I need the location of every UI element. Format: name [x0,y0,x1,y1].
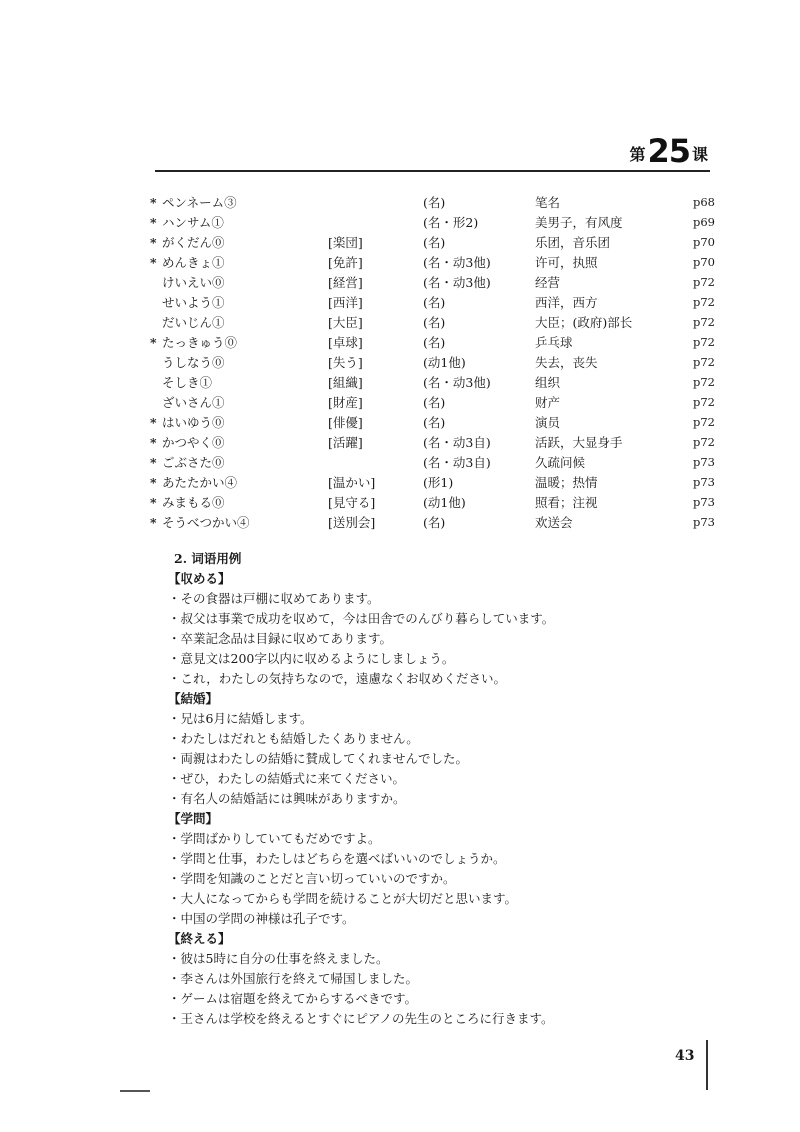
vocab-kanji: [温かい] [328,475,376,490]
vocab-page: p72 [693,275,715,289]
vocab-word: はいゆう⓪ [162,415,225,430]
vocab-row [150,412,715,432]
vocab-mark: * [150,434,157,450]
page-number: 43 [675,1048,695,1064]
usage-headword: 【結婚】 [168,691,219,706]
vocab-mark: * [150,214,157,230]
vocab-page: p72 [693,295,715,309]
usage-section [168,548,728,1029]
vocab-word: かつやく⓪ [162,435,225,450]
vocab-part-of-speech: (名) [423,315,446,330]
vocab-page: p72 [693,395,715,409]
vocab-meaning: 温暖；热情 [535,475,598,490]
vocab-meaning: 乐团，音乐团 [535,235,611,250]
vocab-meaning: 美男子，有风度 [535,215,623,230]
vocab-word: けいえい⓪ [162,275,225,290]
usage-example: ・有名人の結婚話には興味がありますか。 [168,791,406,806]
vocab-word: そしき① [162,375,213,390]
vocab-mark: * [150,234,157,250]
usage-example: ・学問を知識のことだと言い切っていいのですか。 [168,871,456,886]
vocab-kanji: [西洋] [328,295,363,310]
vocab-kanji: [楽団] [328,235,363,250]
vocab-word: そうべつかい④ [162,515,250,530]
usage-example: ・ゲームは宿題を終えてからするべきです。 [168,991,418,1006]
usage-example: ・これ，わたしの気持ちなので，遠慮なくお収めください。 [168,671,507,686]
usage-example: ・兄は6月に結婚します。 [168,711,313,726]
vocab-part-of-speech: (名・动3自) [423,435,491,450]
vocab-page: p70 [693,255,715,269]
vocab-page: p72 [693,355,715,369]
vocab-word: ざいさん① [162,395,225,410]
lesson-prefix: 第 [629,145,646,164]
vocab-mark: * [150,254,157,270]
vocab-row [150,472,715,492]
usage-example: ・王さんは学校を終えるとすぐにピアノの先生のところに行きます。 [168,1011,554,1026]
vocab-kanji: [俳優] [328,415,363,430]
vocab-part-of-speech: (名) [423,395,446,410]
vocab-page: p73 [693,455,715,469]
vocab-row [150,512,715,532]
vocab-row [150,432,715,452]
vocab-word: せいよう① [162,295,225,310]
page-number-bar [706,1040,708,1090]
vocab-mark: * [150,494,157,510]
vocab-word: ハンサム① [162,215,224,230]
vocab-word: うしなう⓪ [162,355,225,370]
vocab-kanji: [大臣] [328,315,363,330]
vocab-meaning: 演员 [535,415,561,430]
usage-section-title: 2. 词语用例 [174,551,242,566]
vocab-kanji: [免許] [328,255,363,270]
header-rule [155,170,710,172]
vocab-page: p72 [693,375,715,389]
vocab-page: p72 [693,335,715,349]
vocab-part-of-speech: (名) [423,235,446,250]
vocab-row [150,392,715,412]
vocab-kanji: [卓球] [328,335,363,350]
usage-example: ・意見文は200字以内に収めるようにしましょう。 [168,651,455,666]
vocab-page: p73 [693,515,715,529]
vocab-kanji: [財産] [328,395,363,410]
usage-headword: 【収める】 [168,571,231,586]
vocab-part-of-speech: (名) [423,415,446,430]
vocab-row [150,332,715,352]
vocab-meaning: 组织 [535,375,561,390]
vocab-part-of-speech: (动1他) [423,355,466,370]
vocab-part-of-speech: (形1) [423,475,454,490]
vocab-part-of-speech: (名・动3自) [423,455,491,470]
lesson-heading [629,134,708,168]
usage-example: ・叔父は事業で成功を収めて，今は田舎でのんびり暮らしています。 [168,611,555,626]
vocab-row [150,192,715,212]
vocab-word: あたたかい④ [162,475,238,490]
usage-example: ・李さんは外国旅行を終えて帰国しました。 [168,971,419,986]
vocab-part-of-speech: (名・形2) [423,215,479,230]
vocab-word: だいじん① [162,315,225,330]
usage-example: ・中国の学問の神様は孔子です。 [168,911,355,926]
lesson-suffix: 课 [691,145,708,164]
vocab-part-of-speech: (动1他) [423,495,466,510]
usage-example: ・大人になってからも学問を続けることが大切だと思います。 [168,891,518,906]
usage-example: ・学問ばかりしていてもだめですよ。 [168,831,381,846]
vocab-part-of-speech: (名・动3他) [423,375,491,390]
vocab-part-of-speech: (名) [423,515,446,530]
vocab-meaning: 经营 [535,275,561,290]
vocab-word: ごぶさた⓪ [162,455,225,470]
vocab-row [150,492,715,512]
vocab-page: p70 [693,235,715,249]
vocab-word: ペンネーム③ [162,195,237,210]
vocab-kanji: [経営] [328,275,363,290]
vocab-page: p72 [693,415,715,429]
vocab-part-of-speech: (名・动3他) [423,275,491,290]
usage-example: ・学問と仕事，わたしはどちらを選べばいいのでしょうか。 [168,851,506,866]
vocab-row [150,352,715,372]
usage-headword: 【終える】 [168,931,231,946]
vocab-word: がくだん⓪ [162,235,225,250]
vocab-word: みまもる⓪ [162,495,225,510]
vocab-page: p72 [693,315,715,329]
vocab-meaning: 笔名 [535,195,561,210]
vocab-kanji: [見守る] [328,495,376,510]
vocab-row [150,252,715,272]
vocab-meaning: 财产 [535,395,561,410]
vocab-row [150,452,715,472]
vocab-meaning: 乒乓球 [535,335,573,350]
vocab-meaning: 西洋，西方 [535,295,598,310]
vocab-meaning: 活跃，大显身手 [535,435,623,450]
vocab-meaning: 失去，丧失 [535,355,598,370]
vocab-page: p72 [693,435,715,449]
vocab-kanji: [活躍] [328,435,363,450]
usage-example: ・ぜひ，わたしの結婚式に来てください。 [168,771,406,786]
usage-example: ・彼は5時に自分の仕事を終えました。 [168,951,389,966]
vocab-meaning: 许可，执照 [535,255,598,270]
usage-headword: 【学問】 [168,811,219,826]
usage-example: ・卒業記念品は目録に収めてあります。 [168,631,393,646]
vocab-part-of-speech: (名) [423,195,446,210]
vocab-mark: * [150,474,157,490]
vocab-meaning: 照看；注视 [535,495,598,510]
vocab-word: めんきょ① [162,255,225,270]
vocab-mark: * [150,194,157,210]
vocab-kanji: [送別会] [328,515,376,530]
vocab-mark: * [150,414,157,430]
vocab-part-of-speech: (名) [423,295,446,310]
vocab-row [150,272,715,292]
vocab-part-of-speech: (名・动3他) [423,255,491,270]
vocab-mark: * [150,334,157,350]
usage-example: ・両親はわたしの結婚に賛成してくれませんでした。 [168,751,469,766]
vocab-kanji: [組織] [328,375,363,390]
vocab-meaning: 欢送会 [535,515,573,530]
vocab-word: たっきゅう⓪ [162,335,238,350]
usage-example: ・その食器は戸棚に収めてあります。 [168,591,380,606]
vocab-row [150,212,715,232]
lesson-number: 25 [647,132,690,170]
vocab-part-of-speech: (名) [423,335,446,350]
vocab-mark: * [150,514,157,530]
vocab-page: p73 [693,495,715,509]
vocab-row [150,312,715,332]
vocabulary-list [150,192,715,532]
vocab-page: p69 [693,215,715,229]
vocab-row [150,232,715,252]
corner-mark [120,1090,150,1092]
vocab-row [150,292,715,312]
vocab-meaning: 大臣；(政府)部长 [535,315,633,330]
vocab-row [150,372,715,392]
vocab-meaning: 久疏问候 [535,455,586,470]
vocab-kanji: [失う] [328,355,363,370]
vocab-page: p73 [693,475,715,489]
vocab-page: p68 [693,195,715,209]
usage-example: ・わたしはだれとも結婚したくありません。 [168,731,419,746]
vocab-mark: * [150,454,157,470]
